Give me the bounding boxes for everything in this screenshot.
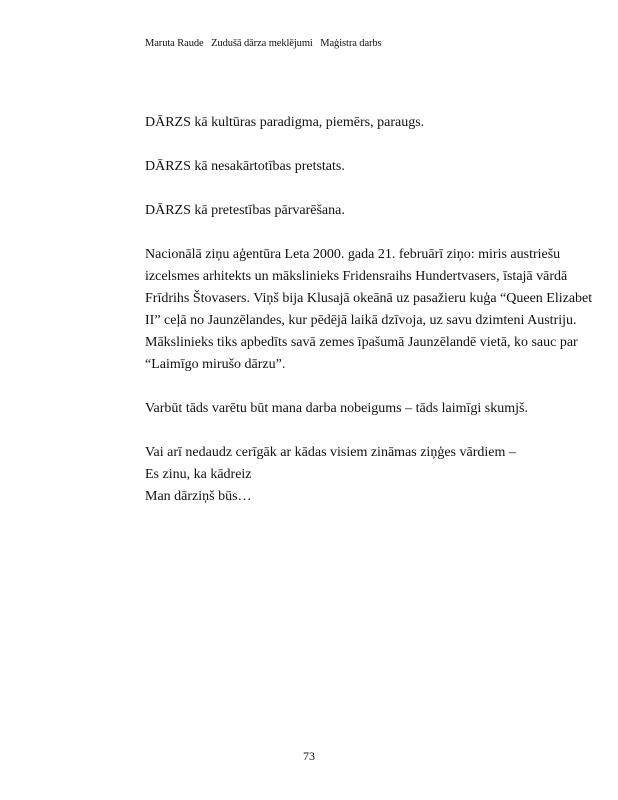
page-number: 73 [303, 749, 315, 763]
ending-line: Varbūt tāds varētu būt mana darba nobeigums – tāds laimīgi skumjš. [145, 401, 528, 416]
closing-line: Man dārziņš būs… [145, 489, 252, 504]
news-line: II” ceļā no Jaunzēlandes, kur pēdējā laikā dzīvoja, uz savu dzimteni Austriju. [145, 313, 577, 328]
statement-disorder: DĀRZS kā nesakārtotības pretstats. [145, 159, 345, 174]
news-line: Nacionālā ziņu aģentūra Leta 2000. gada 21. februārī ziņo: miris austriešu [145, 247, 561, 262]
news-line: “Laimīgo mirušo dārzu”. [145, 357, 286, 372]
header-author: Maruta Raude [145, 38, 204, 49]
news-line: Frīdrihs Štovasers. Viņš bija Klusajā okeānā uz pasažieru kuģa “Queen Elizabet [145, 291, 593, 306]
header-title: Zudušā dārza meklējumi [211, 38, 313, 49]
closing-line: Es zinu, ka kādreiz [145, 467, 252, 482]
page-body [145, 112, 593, 508]
closing-verse [145, 442, 535, 508]
news-line: izcelsmes arhitekts un mākslinieks Fridensraihs Hundertvasers, īstajā vārdā [145, 269, 568, 284]
closing-line: Vai arī nedaudz cerīgāk ar kādas visiem zināmas ziņģes vārdiem – [145, 445, 516, 460]
running-header [145, 38, 382, 49]
statement-resistance: DĀRZS kā pretestības pārvarēšana. [145, 203, 345, 218]
statement-culture: DĀRZS kā kultūras paradigma, piemērs, paraugs. [145, 115, 425, 130]
header-work-type: Maģistra darbs [320, 38, 382, 49]
news-paragraph [145, 244, 593, 376]
news-line: Mākslinieks tiks apbedīts savā zemes īpašumā Jaunzēlandē vietā, ko sauc par [145, 335, 578, 350]
